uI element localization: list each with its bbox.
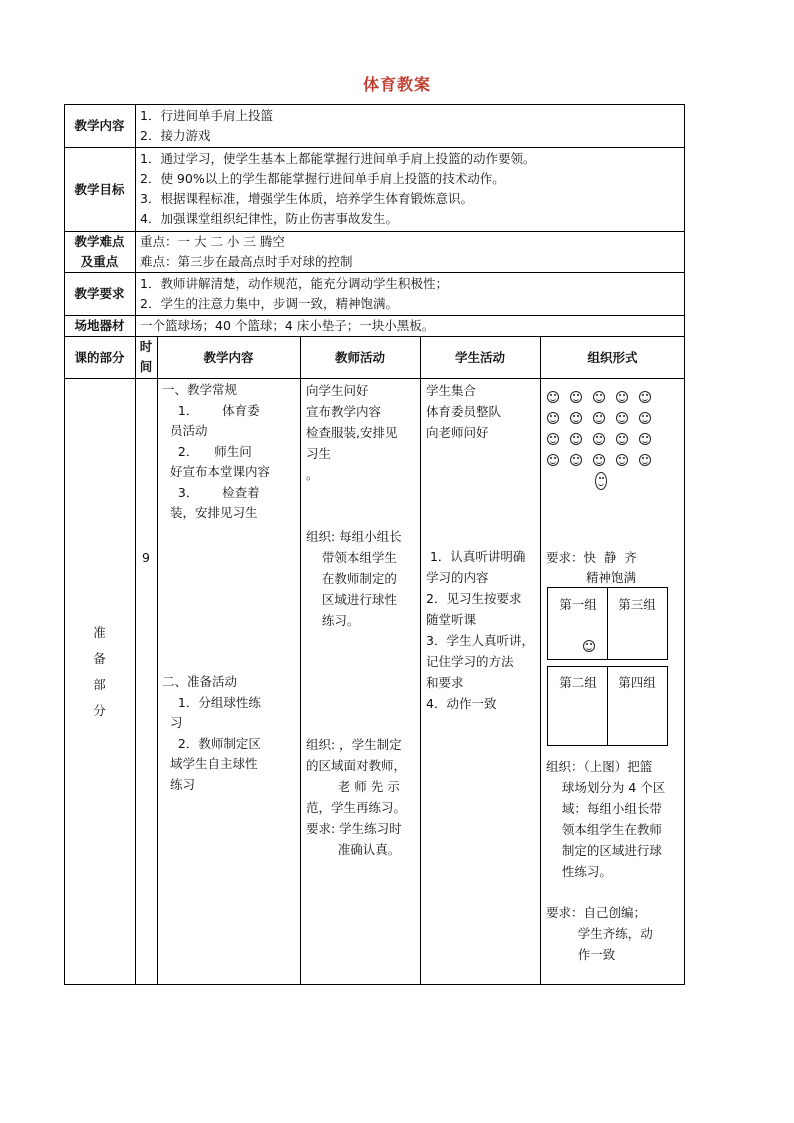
student-face-icon xyxy=(593,433,605,445)
group-leader-icon xyxy=(583,637,595,656)
goal-item: 3．根据课程标准，增强学生体质，培养学生体育锻炼意识。 xyxy=(140,191,473,206)
group-3-label: 第三组 xyxy=(618,597,656,612)
req-label: 教学要求 xyxy=(74,286,125,301)
content-item: 1．行进间单手肩上投篮 xyxy=(140,108,273,123)
org-text: 组织：（上图）把篮 球场划分为 4 个区 域：每组小组长带 领本组学生在教师 制定的区域进行球 性练习。 xyxy=(546,759,666,879)
content-item: 2．接力游戏 xyxy=(140,128,211,143)
student-face-icon xyxy=(547,454,559,466)
student-face-icon xyxy=(616,391,628,403)
equip-label: 场地器材 xyxy=(74,318,125,333)
header-time: 时 间 xyxy=(139,339,153,374)
key-item: 难点：第三步在最高点时手对球的控制 xyxy=(140,254,353,269)
student-face-icon xyxy=(639,391,651,403)
formation-grid xyxy=(547,388,683,494)
req-item: 2．学生的注意力集中，步调一致，精神饱满。 xyxy=(140,296,398,311)
key-list xyxy=(140,232,680,272)
student-face-icon xyxy=(639,412,651,424)
student-block-1: 学生集合 体育委员整队 向老师问好 xyxy=(426,383,502,440)
student-face-icon xyxy=(547,391,559,403)
time-value: 9 xyxy=(142,550,150,565)
teacher-face-icon xyxy=(595,472,607,490)
student-face-icon xyxy=(616,454,628,466)
student-face-icon xyxy=(570,454,582,466)
header-content: 教学内容 xyxy=(203,350,254,365)
goals-list xyxy=(140,149,680,229)
student-face-icon xyxy=(593,454,605,466)
group-4-label: 第四组 xyxy=(618,675,656,690)
key-item: 重点：一 大 二 小 三 腾空 xyxy=(140,234,285,249)
header-org: 组织形式 xyxy=(587,350,638,365)
org-requirement-1: 要求：快 静 齐 精神饱满 xyxy=(546,550,637,585)
content-list xyxy=(140,106,680,146)
header-part: 课的部分 xyxy=(74,350,125,365)
student-face-icon xyxy=(570,433,582,445)
goal-item: 4．加强课堂组织纪律性，防止伤害事故发生。 xyxy=(140,211,398,226)
req-list xyxy=(140,274,680,314)
teacher-block-2: 组织: 每组小组长 带领本组学生 在教师制定的 区域进行球性 练习。 xyxy=(306,529,402,628)
student-face-icon xyxy=(547,412,559,424)
goal-item: 2．使 90%以上的学生都能掌握行进间单手肩上投篮的技术动作。 xyxy=(140,171,505,186)
student-face-icon xyxy=(616,412,628,424)
student-face-icon xyxy=(570,391,582,403)
student-face-icon xyxy=(616,433,628,445)
group-1-label: 第一组 xyxy=(559,597,597,612)
student-face-icon xyxy=(547,433,559,445)
header-teacher: 教师活动 xyxy=(334,350,385,365)
part-label: 准 备 部 分 xyxy=(93,625,106,718)
page-title: 体育教案 xyxy=(362,75,431,94)
content-block-2: 二、准备活动 1．分组球性练 习 2．教师制定区 域学生自主球性 练习 xyxy=(162,674,261,792)
org-requirement-2: 要求：自己创编； 学生齐练，动 作一致 xyxy=(546,905,653,962)
student-face-icon xyxy=(593,391,605,403)
group-2-label: 第二组 xyxy=(559,675,597,690)
goal-item: 1．通过学习，使学生基本上都能掌握行进间单手肩上投篮的动作要领。 xyxy=(140,151,536,166)
student-block-2: 1．认真听讲明确 学习的内容 2．见习生按要求 随堂听课 3．学生人真听讲， 记住学习的方法 和要求 4．动作一致 xyxy=(426,549,534,711)
student-face-icon xyxy=(570,412,582,424)
equip-text: 一个篮球场；40 个篮球；4 床小垫子；一块小黑板。 xyxy=(140,318,435,333)
student-face-icon xyxy=(639,433,651,445)
student-face-icon xyxy=(639,454,651,466)
content-block-1: 一、教学常规 1． 体育委 员活动 2． 师生问 好宣布本堂课内容 3． 检查着 装，安排见习生 xyxy=(162,382,270,520)
teacher-block-1: 向学生问好 宣布教学内容 检查服装,安排见 习生 。 xyxy=(306,383,398,482)
req-item: 1．教师讲解清楚，动作规范，能充分调动学生积极性； xyxy=(140,276,448,291)
key-label: 教学难点 及重点 xyxy=(74,234,125,269)
header-student: 学生活动 xyxy=(454,350,505,365)
content-label: 教学内容 xyxy=(74,118,125,133)
student-face-icon xyxy=(593,412,605,424)
teacher-block-3: 组织: ，学生制定 的区域面对教师， 老 师 先 示 范，学生再练习。 要求: 学生练习时 准确认真。 xyxy=(306,737,407,857)
goals-label: 教学目标 xyxy=(74,182,125,197)
